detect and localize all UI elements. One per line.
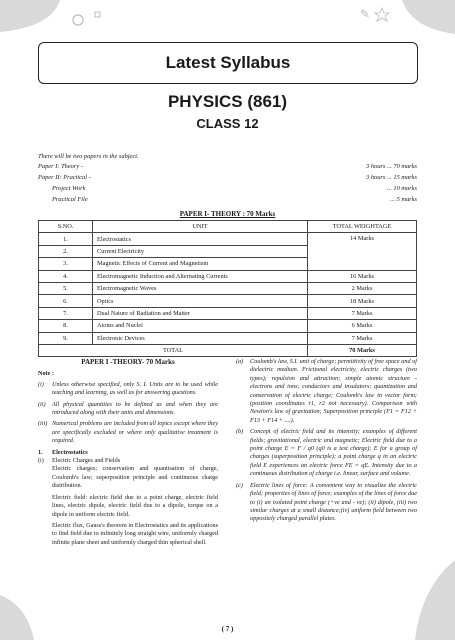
left-column [38, 358, 218, 550]
note-label: Note : [38, 370, 54, 378]
table-title: PAPER I- THEORY : 70 Marks [179, 210, 276, 218]
intro-row [38, 163, 417, 170]
subsection-no: (i) [38, 457, 44, 465]
intro-value: 3 hours ... 70 marks [366, 163, 417, 170]
row-unit: Current Electricity [93, 245, 308, 257]
row-unit: Magnetic Effects of Current and Magnetism [93, 258, 308, 270]
intro-label: Paper I: Theory - [38, 163, 83, 170]
section-heading [38, 449, 218, 457]
row-weight: 6 Marks [308, 320, 417, 332]
intro-label: Practical File [52, 196, 88, 203]
header-weightage: TOTAL WEIGHTAGE [308, 221, 417, 233]
marks-table [38, 220, 417, 357]
intro-label: Paper II: Practical - [38, 174, 91, 181]
class-title: CLASS 12 [196, 116, 259, 131]
row-no: 7. [39, 307, 93, 319]
intro-note: There will be two papers in the subject. [38, 153, 139, 160]
note-num: (i) [38, 380, 44, 388]
table-row [39, 270, 417, 282]
note-text: Unless otherwise specified, only S. I. Units are to be used while teaching and learning, as well as for answering questions. [52, 380, 218, 397]
topic-item [236, 482, 417, 524]
row-weight: 2 Marks [308, 282, 417, 294]
row-no: 3. [39, 258, 93, 270]
row-unit: Dual Nature of Radiation and Matter [93, 307, 308, 319]
top-left-decoration [0, 0, 110, 40]
total-label: TOTAL [39, 344, 308, 356]
row-no: 5. [39, 282, 93, 294]
row-unit: Optics [93, 295, 308, 307]
row-weight: 18 Marks [308, 295, 417, 307]
right-column [236, 358, 417, 527]
page-number: ( 7 ) [221, 625, 234, 633]
header-sno: S.NO. [39, 221, 93, 233]
banner-title: Latest Syllabus [165, 53, 291, 72]
intro-value: ... 5 marks [390, 196, 417, 203]
topic-text: Coulomb's law, S.I. unit of charge; permittivity of free space and of dielectric medium. Frictional electricity, electric charges (two types); repulsion and attraction; simple atomic structure - electrons and ions; conductors and insulators; quantization and conservation of electric charge; Coulomb's law in vector form; (position coordinates r1, r2 not necessary). Comparison with Newton's law of gravitation; Superposition principle (F1 = F12 + F13 + F14 + ....). [250, 358, 417, 424]
intro-value: 3 hours ... 15 marks [366, 174, 417, 181]
note-item [38, 401, 218, 418]
section-no: 1. [38, 448, 43, 456]
row-no: 8. [39, 320, 93, 332]
topic-label: (a) [236, 358, 244, 365]
subsection-heading [38, 457, 218, 465]
table-row [39, 332, 417, 344]
topic-label: (b) [236, 428, 244, 436]
table-total-row [39, 344, 417, 356]
row-unit: Electromagnetic Waves [93, 282, 308, 294]
row-no: 1. [39, 233, 93, 245]
note-item [38, 420, 218, 445]
table-row [39, 320, 417, 332]
table-row [39, 233, 417, 245]
header-unit: UNIT [93, 221, 308, 233]
body-paragraph: Electric field: electric field due to a point charge, electric field lines, electric dipole, electric field due to a dipole, torque on a dipole in uniform electric field. [52, 493, 218, 518]
row-no: 9. [39, 332, 93, 344]
intro-label: Project Work [52, 185, 86, 192]
total-value: 70 Marks [308, 344, 417, 356]
topic-label: (c) [236, 481, 243, 489]
topic-item [236, 428, 417, 478]
intro-row [38, 196, 417, 203]
row-weight: 7 Marks [308, 332, 417, 344]
note-text: All physical quantities to be defined as and when they are introduced along with their units and dimensions. [52, 400, 218, 417]
note-text: Numerical problems are included from all topics except where they are specifically excluded or where only qualitative treatment is required. [52, 420, 218, 445]
table-row [39, 295, 417, 307]
row-weight: 14 Marks [308, 233, 417, 270]
section-title: Electrostatics [52, 448, 88, 456]
topic-text: Concept of electric field and its intensity; examples of different fields; gravitational, electric and magnetic; Electric field due to a point charge E = F / q0 (q0 is a test charge); E for a group of charges (superposition principle); a point charge q in an electric field E experiences an electric force FE = qE. Intensity due to a continuous distribution of charge i.e. linear, surface and volume. [250, 428, 417, 478]
body-paragraph: Electric charges; conservation and quantisation of charge, Coulomb's law; superposition principle and continuous charge distribution. [52, 465, 218, 490]
note-num: (ii) [38, 400, 46, 408]
row-weight: 7 Marks [308, 307, 417, 319]
table-row [39, 307, 417, 319]
svg-text:✎: ✎ [360, 7, 371, 21]
table-row [39, 282, 417, 294]
topic-item [236, 358, 417, 425]
subject-title: PHYSICS (861) [167, 92, 288, 111]
row-no: 4. [39, 270, 93, 282]
row-unit: Electromagnetic Induction and Alternating Currents [93, 270, 308, 282]
topic-text: Electric lines of force: A convenient way to visualize the electric field; properties of lines of force; examples of the lines of force due to (i) an isolated point charge (+ve and - ve); (ii) dipole, (iii) two similar charges at a small distance;(iv) uniform field between two oppositely charged parallel plates. [250, 481, 417, 523]
paper-heading: PAPER I -THEORY- 70 Marks [81, 358, 175, 366]
row-unit: Atoms and Nuclei [93, 320, 308, 332]
subsection-title: Electric Charges and Fields [52, 457, 121, 465]
row-weight: 16 Marks [308, 270, 417, 282]
intro-value: ... 10 marks [387, 185, 417, 192]
body-paragraph: Electric flux, Gauss's theorem in Electrostatics and its applications to find field due to infinitely long straight wire, uniformly charged infinite plane sheet and uniformly charged thin spherical shell. [52, 521, 218, 546]
note-item [38, 381, 218, 398]
note-num: (iii) [38, 420, 48, 428]
row-unit: Electrostatics [93, 233, 308, 245]
intro-row [38, 185, 417, 192]
table-header-row [39, 221, 417, 233]
latest-syllabus-banner [38, 42, 418, 84]
intro-row [38, 174, 417, 181]
row-unit: Electronic Devices [93, 332, 308, 344]
row-no: 6. [39, 295, 93, 307]
row-no: 2. [39, 245, 93, 257]
top-right-decoration [330, 0, 455, 42]
